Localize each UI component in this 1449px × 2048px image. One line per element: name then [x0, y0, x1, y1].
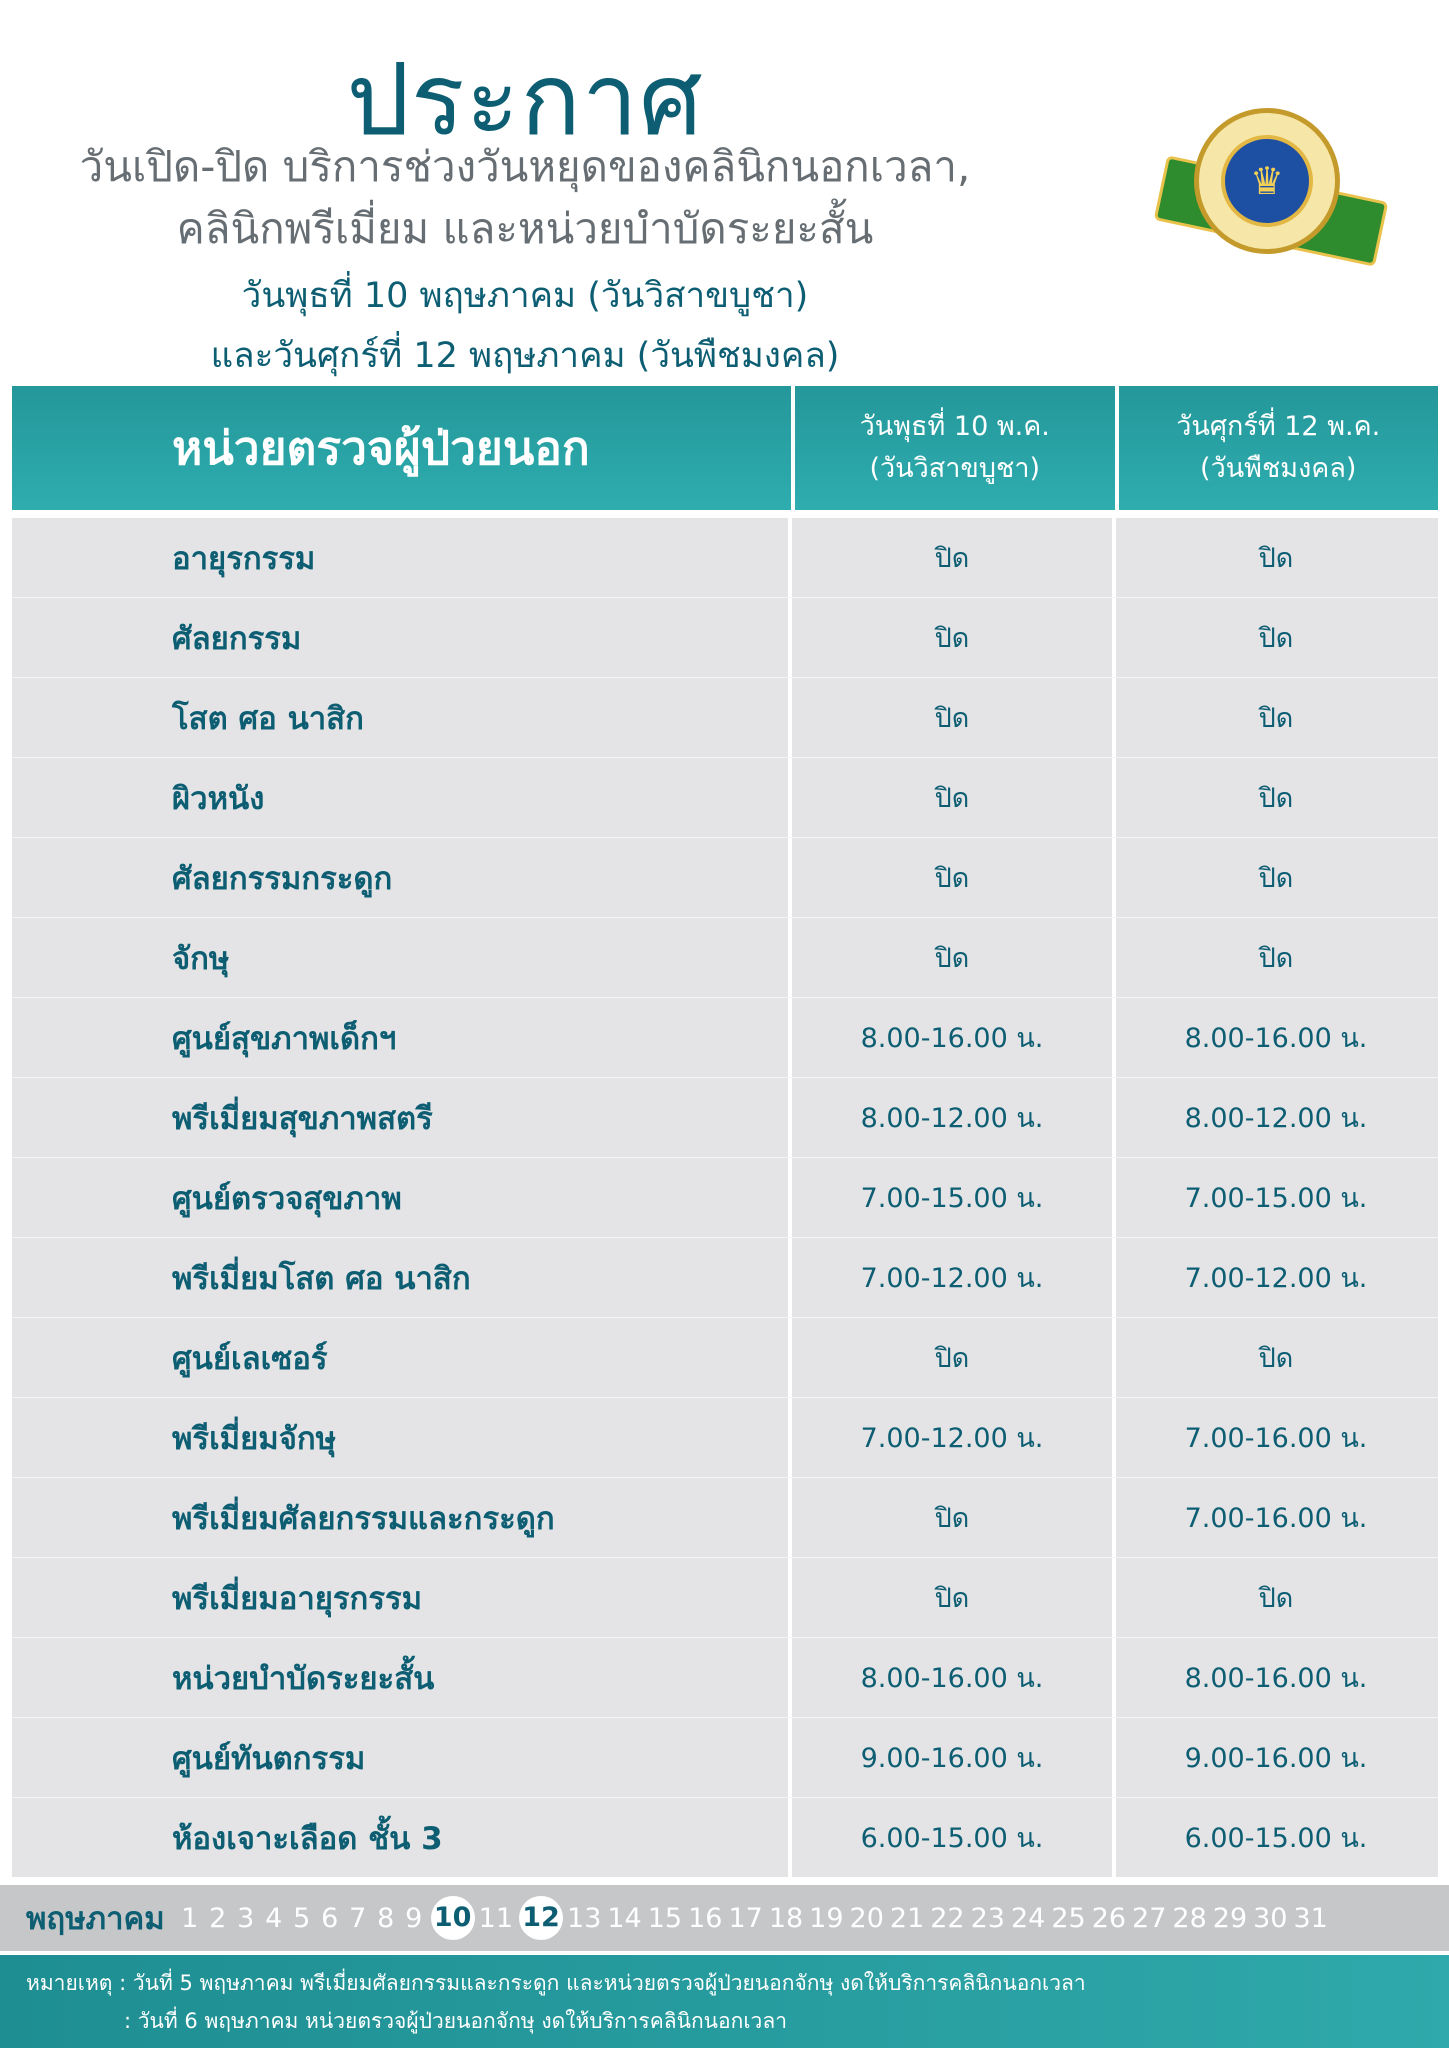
footer-notes [0, 1955, 1449, 2048]
date-line-1: วันพุธที่ 10 พฤษภาคม (วันวิสาขบูชา) [241, 276, 809, 316]
table-row [12, 1718, 1438, 1798]
unit-name: ศัลยกรรม [12, 598, 792, 677]
day-2-hours: ปิด [1258, 943, 1294, 974]
day-1-hours: 7.00-12.00 น. [792, 1238, 1116, 1317]
header-day-2 [1119, 386, 1438, 510]
day-1-hours: 8.00-12.00 น. [792, 1078, 1116, 1157]
unit-name: โสต ศอ นาสิก [12, 678, 792, 757]
unit-name: ศัลยกรรมกระดูก [12, 838, 792, 917]
day-1-hours: ปิด [792, 838, 1116, 917]
day-1-hours: ปิด [792, 598, 1116, 677]
table-row [12, 838, 1438, 918]
calendar-day: 4 [265, 1902, 283, 1934]
unit-name: หน่วยบำบัดระยะสั้น [12, 1638, 792, 1717]
day-1-hours: 6.00-15.00 น. [792, 1798, 1116, 1877]
unit-name: พรีเมี่ยมสุขภาพสตรี [12, 1078, 792, 1157]
header-day-2-date: วันศุกร์ที่ 12 พ.ค. [1176, 411, 1381, 443]
calendar-day: 23 [970, 1902, 1005, 1934]
calendar-day-highlighted: 12 [519, 1896, 563, 1940]
day-2-hours: 8.00-12.00 น. [1184, 1103, 1368, 1134]
calendar-day: 30 [1253, 1902, 1288, 1934]
calendar-day: 16 [688, 1902, 723, 1934]
header-unit: หน่วยตรวจผู้ป่วยนอก [12, 386, 791, 510]
footer-note-2: : วันที่ 6 พฤษภาคม หน่วยตรวจผู้ป่วยนอกจักษุ งดให้บริการคลินิกนอกเวลา [124, 2009, 787, 2033]
unit-name: ศูนย์เลเซอร์ [12, 1318, 792, 1397]
table-row [12, 518, 1438, 598]
day-1-hours: ปิด [792, 758, 1116, 837]
calendar-day: 24 [1010, 1902, 1046, 1934]
date-line-2: และวันศุกร์ที่ 12 พฤษภาคม (วันพืชมงคล) [210, 336, 840, 376]
day-1-hours: 9.00-16.00 น. [792, 1718, 1116, 1797]
unit-name: ห้องเจาะเลือด ชั้น 3 [12, 1798, 792, 1877]
calendar-day: 2 [209, 1902, 227, 1934]
subtitle-line-1: วันเปิด-ปิด บริการช่วงวันหยุดของคลินิกนอกเวลา, [79, 142, 971, 191]
table-row [12, 1238, 1438, 1318]
calendar-day: 6 [321, 1902, 339, 1934]
calendar-day: 31 [1293, 1902, 1328, 1934]
calendar-day: 13 [567, 1902, 602, 1934]
day-2-hours: 8.00-16.00 น. [1184, 1663, 1368, 1694]
calendar-day: 5 [293, 1902, 311, 1934]
unit-name: ผิวหนัง [12, 758, 792, 837]
calendar-day: 8 [377, 1902, 395, 1934]
unit-name: ศูนย์ทันตกรรม [12, 1718, 792, 1797]
day-2-hours: 7.00-16.00 น. [1184, 1423, 1368, 1454]
header-day-1-date: วันพุธที่ 10 พ.ค. [859, 411, 1050, 443]
day-2-hours: ปิด [1258, 1583, 1294, 1614]
page-title: ประกาศ [346, 41, 704, 158]
day-2-hours: 7.00-15.00 น. [1184, 1183, 1368, 1214]
month-calendar-strip [0, 1885, 1449, 1951]
table-row [12, 1798, 1438, 1877]
day-1-hours: ปิด [792, 678, 1116, 757]
calendar-day: 7 [349, 1902, 367, 1934]
calendar-day: 18 [768, 1902, 804, 1934]
day-2-hours: ปิด [1258, 863, 1294, 894]
unit-name: อายุรกรรม [12, 518, 792, 597]
table-row [12, 1398, 1438, 1478]
day-2-hours: 7.00-16.00 น. [1184, 1503, 1368, 1534]
day-1-hours: 8.00-16.00 น. [792, 1638, 1116, 1717]
day-2-hours: 6.00-15.00 น. [1184, 1823, 1368, 1854]
table-header [12, 386, 1438, 510]
day-2-hours: 7.00-12.00 น. [1184, 1263, 1368, 1294]
day-1-hours: 8.00-16.00 น. [792, 998, 1116, 1077]
day-2-hours: ปิด [1258, 1343, 1294, 1374]
unit-name: ศูนย์ตรวจสุขภาพ [12, 1158, 792, 1237]
calendar-day: 19 [809, 1902, 844, 1934]
calendar-day: 9 [405, 1902, 423, 1934]
subtitle-line-2: คลินิกพรีเมี่ยม และหน่วยบำบัดระยะสั้น [176, 204, 874, 253]
day-2-hours: ปิด [1258, 623, 1294, 654]
table-row [12, 1158, 1438, 1238]
calendar-day: 28 [1172, 1902, 1207, 1934]
table-row [12, 918, 1438, 998]
day-1-hours: 7.00-15.00 น. [792, 1158, 1116, 1237]
calendar-day-highlighted: 10 [431, 1896, 475, 1940]
day-1-hours: ปิด [792, 518, 1116, 597]
day-2-hours: ปิด [1258, 703, 1294, 734]
unit-name: พรีเมี่ยมจักษุ [12, 1398, 792, 1477]
calendar-day: 17 [728, 1902, 763, 1934]
unit-name: พรีเมี่ยมอายุรกรรม [12, 1558, 792, 1637]
unit-name: จักษุ [12, 918, 792, 997]
unit-name: ศูนย์สุขภาพเด็กฯ [12, 998, 792, 1077]
day-2-hours: ปิด [1258, 783, 1294, 814]
table-body [12, 518, 1438, 1877]
table-row [12, 598, 1438, 678]
day-2-hours: ปิด [1258, 543, 1294, 574]
day-1-hours: ปิด [792, 1558, 1116, 1637]
schedule-table [12, 386, 1438, 1877]
calendar-day: 15 [647, 1902, 683, 1934]
table-row [12, 1478, 1438, 1558]
calendar-day: 29 [1212, 1902, 1248, 1934]
calendar-day: 14 [607, 1902, 642, 1934]
calendar-day: 3 [237, 1902, 255, 1934]
day-1-hours: ปิด [792, 1478, 1116, 1557]
calendar-day: 21 [889, 1902, 925, 1934]
table-row [12, 1318, 1438, 1398]
hospital-seal-icon: ♛ [1158, 108, 1378, 288]
calendar-day: 11 [478, 1902, 514, 1934]
unit-name: พรีเมี่ยมศัลยกรรมและกระดูก [12, 1478, 792, 1557]
calendar-day: 25 [1051, 1902, 1086, 1934]
day-1-hours: ปิด [792, 918, 1116, 997]
day-1-hours: 7.00-12.00 น. [792, 1398, 1116, 1477]
table-row [12, 678, 1438, 758]
unit-name: พรีเมี่ยมโสต ศอ นาสิก [12, 1238, 792, 1317]
day-1-hours: ปิด [792, 1318, 1116, 1397]
header-day-2-holiday: (วันพืชมงคล) [1200, 453, 1357, 484]
calendar-day: 22 [930, 1902, 965, 1934]
footer-note-1: หมายเหตุ : วันที่ 5 พฤษภาคม พรีเมี่ยมศัลยกรรมและกระดูก และหน่วยตรวจผู้ป่วยนอกจักษุ งดให้บริการคลินิกนอกเวลา [26, 1971, 1086, 1995]
table-row [12, 1638, 1438, 1718]
calendar-day: 27 [1132, 1902, 1167, 1934]
header-day-1 [795, 386, 1114, 510]
table-row [12, 1558, 1438, 1638]
day-2-hours: 8.00-16.00 น. [1184, 1023, 1368, 1054]
calendar-day: 26 [1091, 1902, 1127, 1934]
day-2-hours: 9.00-16.00 น. [1184, 1743, 1368, 1774]
calendar-month: พฤษภาคม [26, 1901, 165, 1937]
calendar-day: 1 [181, 1902, 199, 1934]
table-row [12, 1078, 1438, 1158]
header-day-1-holiday: (วันวิสาขบูชา) [869, 453, 1041, 484]
table-row [12, 758, 1438, 838]
calendar-day: 20 [849, 1902, 884, 1934]
table-row [12, 998, 1438, 1078]
